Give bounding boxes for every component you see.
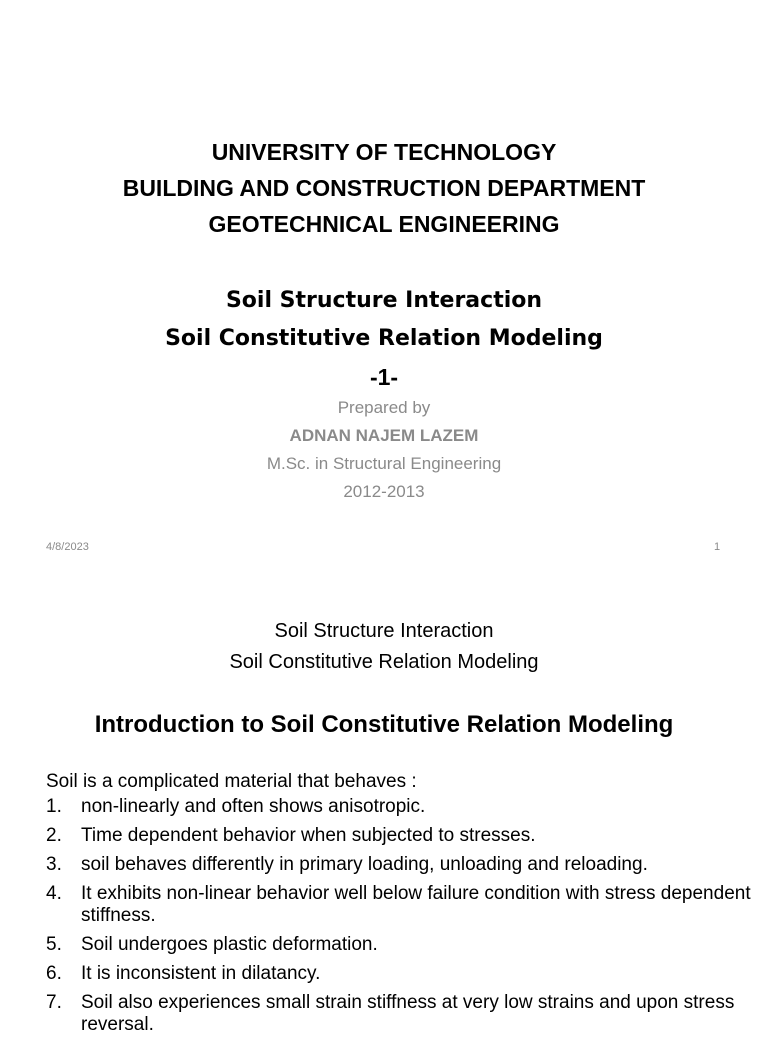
list-item [46,992,756,1036]
slide-header-line-2: Soil Constitutive Relation Modeling [229,651,539,673]
list-item-text: Soil undergoes plastic deformation. [81,934,378,955]
list-item-number: 5. [46,934,62,955]
university-name: UNIVERSITY OF TECHNOLOGY [211,139,557,165]
slide-date: 4/8/2023 [46,541,89,553]
slide-header [0,616,768,678]
list-item-text: It is inconsistent in dilatancy. [81,963,321,984]
list-item [46,963,756,985]
slide-header-line-1: Soil Structure Interaction [274,620,494,642]
list-item-text: non-linearly and often shows anisotropic. [81,796,426,817]
slide-body [46,768,756,1043]
academic-year: 2012-2013 [343,482,425,501]
field-name: GEOTECHNICAL ENGINEERING [208,211,560,237]
institution-header [0,134,768,242]
author-name: ADNAN NAJEM LAZEM [289,426,479,445]
list-item-number: 7. [46,992,62,1013]
list-item-number: 4. [46,883,62,904]
prepared-by-label: Prepared by [337,398,431,417]
lecture-title-line-2: Soil Constitutive Relation Modeling [165,326,603,351]
lecture-title [0,282,768,358]
list-item [46,825,756,847]
slide-page-number: 1 [714,541,721,553]
list-item-number: 1. [46,796,62,817]
list-item-text: It exhibits non-linear behavior well below failure condition with stress dependent stiffness. [81,883,751,926]
slide-title: Introduction to Soil Constitutive Relation Modeling [94,711,674,738]
list-item-number: 2. [46,825,62,846]
list-item-text: Soil also experiences small strain stiffness at very low strains and upon stress reversal. [81,992,735,1035]
lecture-number: -1- [369,364,399,390]
list-item [46,934,756,956]
behavior-list [46,796,756,1036]
slide-divider [0,568,768,578]
list-item [46,796,756,818]
department-name: BUILDING AND CONSTRUCTION DEPARTMENT [122,175,646,201]
lecture-title-line-1: Soil Structure Interaction [225,288,543,313]
list-item-text: Time dependent behavior when subjected to stresses. [81,825,536,846]
list-item-text: soil behaves differently in primary loading, unloading and reloading. [81,854,648,875]
list-item [46,854,756,876]
author-degree: M.Sc. in Structural Engineering [266,454,502,473]
content-slide [0,578,768,1035]
author-block [0,394,768,506]
list-item-number: 3. [46,854,62,875]
list-item [46,883,756,927]
list-item-number: 6. [46,963,62,984]
intro-text: Soil is a complicated material that behaves : [46,771,417,792]
